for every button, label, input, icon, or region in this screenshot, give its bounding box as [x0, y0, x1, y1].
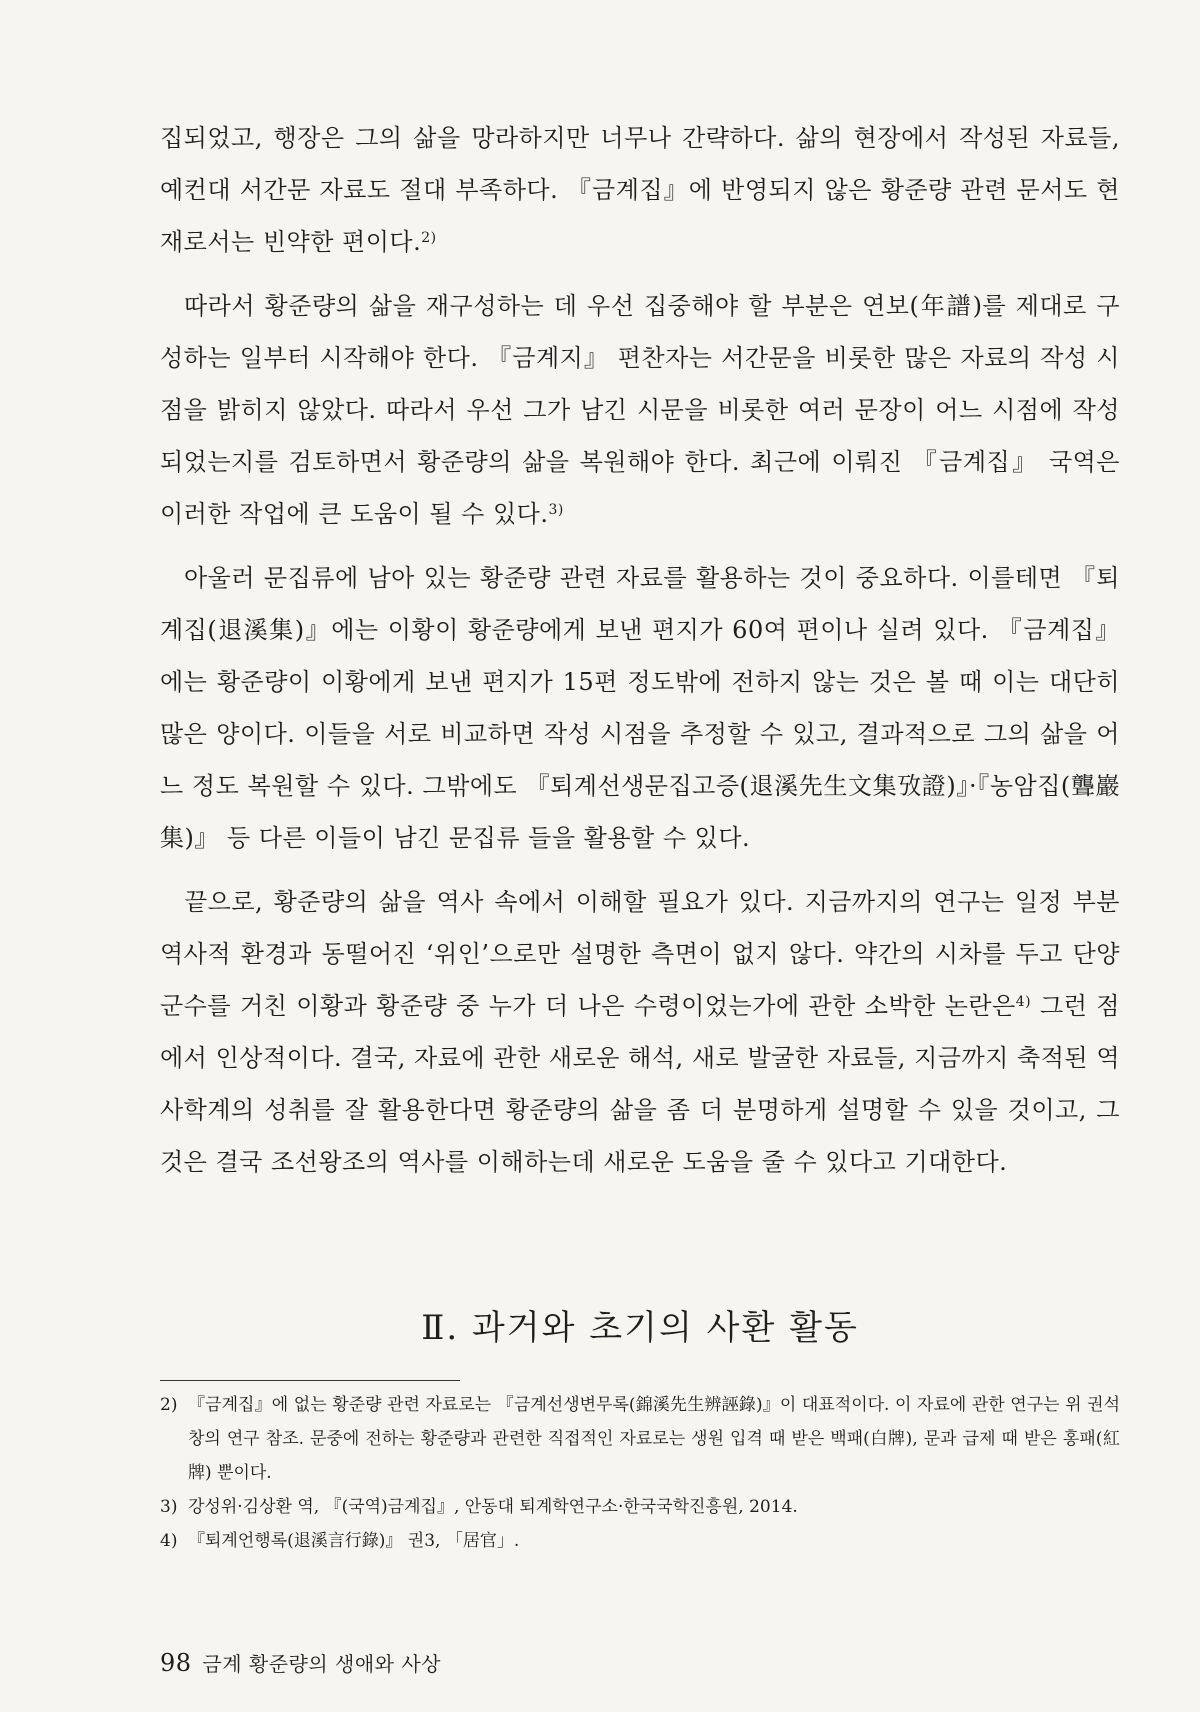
- paragraph-4: [160, 876, 1120, 1188]
- footnote-number: 4): [160, 1531, 178, 1551]
- paragraph-3: [160, 552, 1120, 864]
- footnote-number: 2): [160, 1395, 178, 1415]
- running-footer: [160, 1648, 441, 1677]
- footnote-text: 강성위·김상환 역, 『(국역)금계집』, 안동대 퇴계학연구소·한국국학진흥원, 2014.: [188, 1497, 798, 1517]
- footnote-text: 『퇴계언행록(退溪言行錄)』 권3, 「居官」.: [188, 1531, 520, 1551]
- paragraph-3-text: 아울러 문집류에 남아 있는 황준량 관련 자료를 활용하는 것이 중요하다. 이를테면 『퇴계집(退溪集)』에는 이황이 황준량에게 보낸 편지가 60여 편이나 실려 있다. 『금계집』에는 황준량이 이황에게 보낸 편지가 15편 정도밖에 전하지 않는 것은 볼 때 이는 대단히 많은 양이다. 이들을 서로 비교하면 작성 시점을 추정할 수 있고, 결과적으로 그의 삶을 어느 정도 복원할 수 있다. 그밖에도 『퇴계선생문집고증(退溪先生文集攷證)』·『농암집(聾巖集)』 등 다른 이들이 남긴 문집류 들을 활용할 수 있다.: [160, 564, 1120, 852]
- footnote-ref-4[interactable]: 4): [1015, 994, 1032, 1010]
- paragraph-2: [160, 280, 1120, 540]
- footnote-2: [160, 1388, 1120, 1490]
- body-text: [160, 112, 1120, 1200]
- footnote-4: [160, 1524, 1120, 1558]
- footnote-number: 3): [160, 1497, 178, 1517]
- paragraph-4-text-start: 끝으로, 황준량의 삶을 역사 속에서 이해할 필요가 있다. 지금까지의 연구는 일정 부분 역사적 환경과 동떨어진 ‘위인’으로만 설명한 측면이 없지 않다. 약간의 시차를 두고 단양 군수를 거친 이황과 황준량 중 누가 더 나은 수령이었는가에 관한 소박한 논란은: [160, 888, 1120, 1020]
- paragraph-1-text: 집되었고, 행장은 그의 삶을 망라하지만 너무나 간략하다. 삶의 현장에서 작성된 자료들, 예컨대 서간문 자료도 절대 부족하다. 『금계집』에 반영되지 않은 황준량 관련 문서도 현재로서는 빈약한 편이다.: [160, 124, 1120, 256]
- page-number: 98: [160, 1649, 192, 1677]
- paragraph-4-text-end: 그런 점에서 인상적이다. 결국, 자료에 관한 새로운 해석, 새로 발굴한 자료들, 지금까지 축적된 역사학계의 성취를 잘 활용한다면 황준량의 삶을 좀 더 분명하게 설명할 수 있을 것이고, 그것은 결국 조선왕조의 역사를 이해하는데 새로운 도움을 줄 수 있다고 기대한다.: [160, 992, 1120, 1176]
- footnote-ref-3[interactable]: 3): [548, 502, 564, 518]
- footnote-3: [160, 1490, 1120, 1524]
- footnote-text: 『금계집』에 없는 황준량 관련 자료로는 『금계선생변무록(錦溪先生辨誣錄)』이 대표적이다. 이 자료에 관한 연구는 위 권석창의 연구 참조. 문중에 전하는 황준량과 관련한 직접적인 자료로는 생원 입격 때 받은 백패(白牌), 문과 급제 때 받은 홍패(紅牌) 뿐이다.: [188, 1395, 1120, 1483]
- paragraph-1: [160, 112, 1120, 268]
- section-heading: Ⅱ. 과거와 초기의 사환 활동: [421, 1308, 859, 1348]
- footnotes: [160, 1388, 1120, 1558]
- paragraph-2-text: 따라서 황준량의 삶을 재구성하는 데 우선 집중해야 할 부분은 연보(年譜)를 제대로 구성하는 일부터 시작해야 한다. 『금계지』 편찬자는 서간문을 비롯한 많은 자료의 작성 시점을 밝히지 않았다. 따라서 우선 그가 남긴 시문을 비롯한 여러 문장이 어느 시점에 작성되었는지를 검토하면서 황준량의 삶을 복원해야 한다. 최근에 이뤄진 『금계집』 국역은 이러한 작업에 큰 도움이 될 수 있다.: [160, 292, 1120, 528]
- book-title: 금계 황준량의 생애와 사상: [202, 1652, 441, 1676]
- footnote-divider: [160, 1380, 460, 1381]
- footnote-ref-2[interactable]: 2): [421, 230, 437, 246]
